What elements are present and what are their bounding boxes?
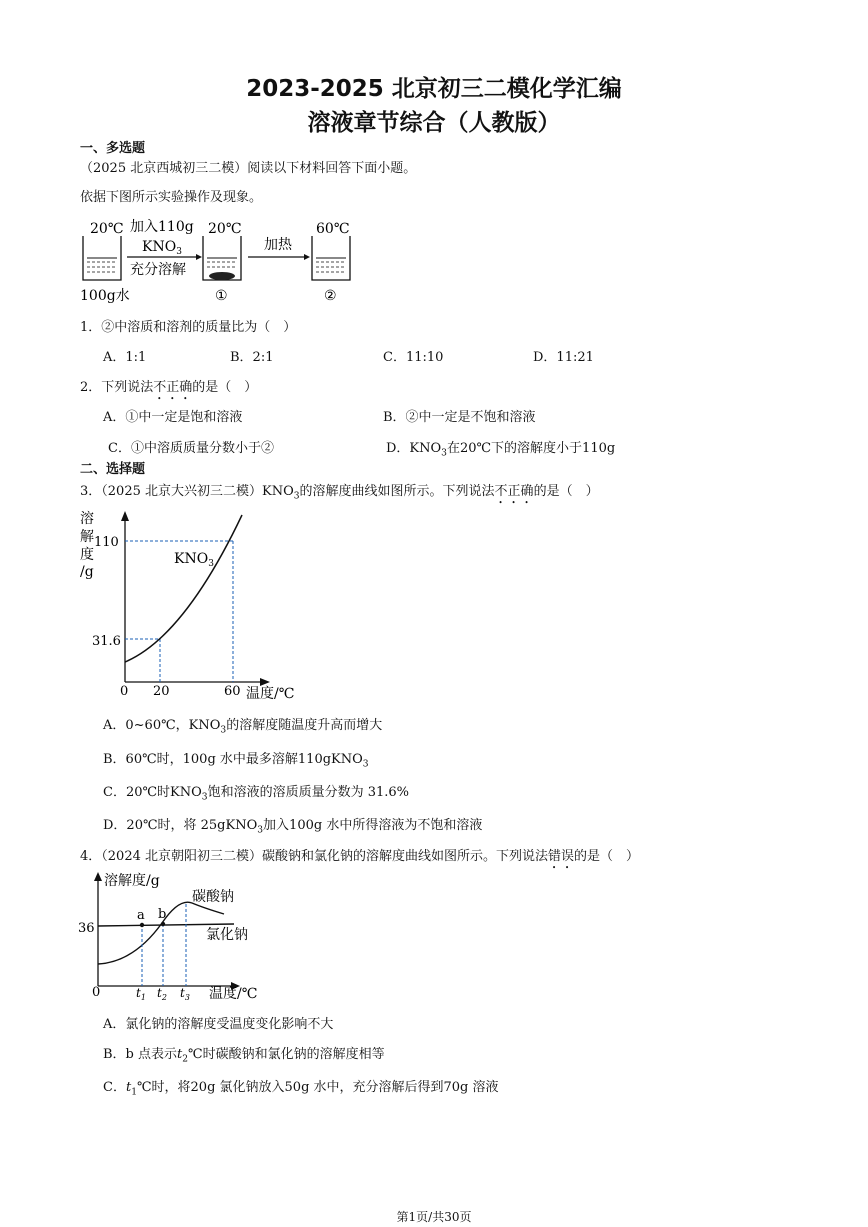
kno3-solubility-chart	[74, 505, 314, 705]
point-b	[161, 922, 165, 926]
chart1-ylabel-3: 度	[80, 547, 94, 563]
chart2-y-tick-36: 36	[78, 921, 95, 936]
q3-stem: 3．（2025 北京大兴初三二模）$KNO_3$的溶解度曲线如图所示。下列说法不正确的是（ ）	[80, 484, 599, 502]
chart2-xlabel: 温度/℃	[209, 986, 258, 1002]
q1-option-d: D．11:21	[533, 350, 594, 365]
q2-option-d: D．$KNO_3$在20℃下的溶解度小于110g	[386, 441, 616, 459]
chart1-series-label: $KNO_3$	[174, 551, 214, 569]
t3-label: $t_3$	[180, 986, 190, 1002]
q4-option-b: B．b 点表示$t_2℃$时碳酸钠和氯化钠的溶解度相等	[103, 1047, 385, 1065]
chart1-x-tick-20: 20	[153, 684, 170, 699]
q3-option-a: A．0~60℃，$KNO_3$的溶解度随温度升高而增大	[103, 718, 383, 736]
q2-option-b: B．②中一定是不饱和溶液	[383, 410, 536, 425]
q3-option-b: B．60℃时，100g 水中最多溶解110gKNO$_3$	[103, 752, 369, 770]
beaker1-temp: 20℃	[208, 221, 242, 237]
q2-option-a: A．①中一定是饱和溶液	[103, 410, 243, 425]
q1-option-b: B．2:1	[230, 350, 274, 365]
section1-instruction: 依据下图所示实验操作及现象。	[80, 190, 263, 205]
section1-intro: （2025 北京西城初三二模）阅读以下材料回答下面小题。	[80, 161, 417, 176]
nacl-curve	[98, 924, 234, 926]
chart1-y-tick-110: 110	[94, 535, 119, 550]
chart1-x-tick-60: 60	[224, 684, 241, 699]
arrow1-top: 加入110g	[130, 219, 194, 235]
beaker2-temp: 60℃	[316, 221, 350, 237]
chart2-origin: 0	[92, 985, 101, 1000]
q3-option-d: D．20℃时，将 25gKNO$_3$加入100g 水中所得溶液为不饱和溶液	[103, 818, 483, 836]
q3-option-c: C．20℃时$KNO_3$饱和溶液的溶质质量分数为 31.6%	[103, 785, 410, 803]
chart1-ylabel-4: /g	[80, 564, 94, 580]
na2co3-nacl-solubility-chart	[74, 868, 274, 1003]
q1-option-a: A．1:1	[103, 350, 147, 365]
q2-stem: 2．下列说法不正确的是（ ）	[80, 380, 258, 395]
beaker1-label: ①	[215, 288, 228, 304]
arrow2-top: 加热	[264, 237, 292, 253]
q1-option-c: C．11:10	[383, 350, 444, 365]
series-na2co3-label: 碳酸钠	[192, 889, 234, 905]
point-a-label: a	[137, 908, 145, 923]
q4-option-c: C．$t_1℃$时，将20g 氯化钠放入50g 水中，充分溶解后得到70g 溶液	[103, 1080, 499, 1098]
q2-option-c: C．①中溶质质量分数小于②	[108, 441, 274, 456]
kno3-curve	[125, 515, 242, 662]
beaker2-label: ②	[324, 288, 337, 304]
beaker0-temp: 20℃	[90, 221, 124, 237]
arrow1-mid: $KNO_3$	[142, 239, 182, 257]
chart2-ylabel: 溶解度/g	[104, 873, 160, 889]
section2-heading: 二、选择题	[80, 462, 146, 477]
t2-label: $t_2$	[157, 986, 167, 1002]
point-b-label: b	[158, 907, 167, 922]
undissolved-solid	[209, 272, 235, 280]
q1-stem: 1．②中溶质和溶剂的质量比为（ ）	[80, 320, 297, 335]
chart1-ylabel-1: 溶	[80, 511, 94, 527]
point-a	[140, 923, 144, 927]
page-title: 2023-2025 北京初三二模化学汇编	[246, 76, 622, 102]
t1-label: $t_1$	[136, 986, 146, 1002]
series-nacl-label: 氯化钠	[206, 927, 248, 943]
chart1-y-tick-31-6: 31.6	[92, 634, 121, 649]
experiment-figure	[78, 214, 368, 308]
page-subtitle: 溶液章节综合（人教版）	[307, 110, 561, 136]
beaker0-label: 100g水	[80, 288, 130, 304]
q4-stem: 4．（2024 北京朝阳初三二模）碳酸钠和氯化钠的溶解度曲线如图所示。下列说法错误的是（ ）	[80, 849, 640, 864]
chart1-ylabel-2: 解	[80, 529, 94, 545]
chart1-xlabel: 温度/℃	[246, 686, 295, 702]
chart1-x-tick-0: 0	[120, 684, 129, 699]
page-number: 第1页/共30页	[396, 1210, 472, 1224]
q4-option-a: A．氯化钠的溶解度受温度变化影响不大	[103, 1017, 334, 1032]
section1-heading: 一、多选题	[80, 141, 146, 156]
arrow1-bottom: 充分溶解	[130, 262, 186, 278]
